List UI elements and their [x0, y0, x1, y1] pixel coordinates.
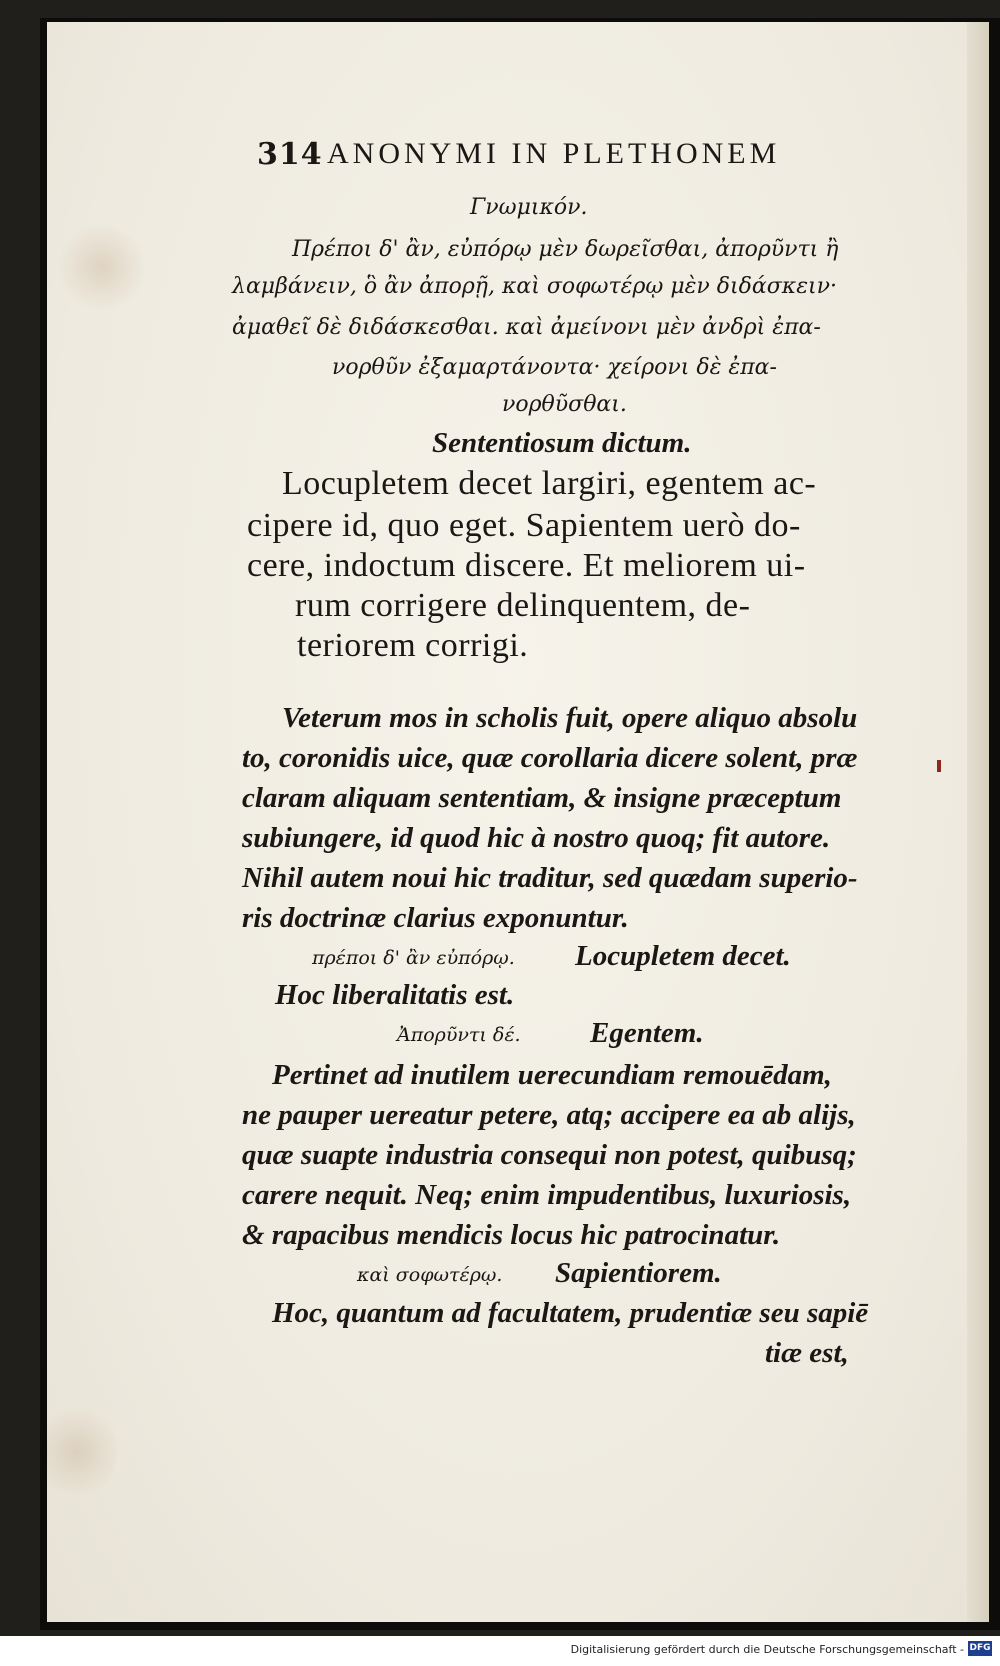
commentary-line: Hoc, quantum ad facultatem, prudentiæ seu sapiē: [272, 1297, 869, 1329]
latin-line: Locupletem decet largiri, egentem ac-: [282, 465, 817, 502]
commentary-line: ne pauper uereatur petere, atq; accipere ea ab alijs,: [242, 1099, 856, 1131]
margin-mark: [937, 760, 941, 772]
page-stain: [47, 1402, 117, 1502]
greek-line: λαμβάνειν, ὃ ἂν ἀπορῇ, καὶ σοφωτέρῳ μὲν διδάσκειν·: [232, 274, 837, 299]
page-number: 314: [257, 137, 323, 172]
greek-line: ἀμαθεῖ δὲ διδάσκεσθαι. καὶ ἀμείνονι μὲν ἀνδρὶ ἐπα-: [232, 315, 821, 340]
commentary-line: claram aliquam sententiam, & insigne præceptum: [242, 782, 842, 814]
latin-line: rum corrigere delinquentem, de-: [295, 587, 751, 624]
commentary-line: subiungere, id quod hic à nostro quoq; fit autore.: [242, 822, 831, 854]
greek-line: νορθῦσθαι.: [502, 392, 627, 417]
funding-credit: Digitalisierung gefördert durch die Deutsche Forschungsgemeinschaft -: [570, 1643, 964, 1656]
latin-line: cipere id, quo eget. Sapientem uerò do-: [247, 507, 801, 544]
latin-line: cere, indoctum discere. Et meliorem ui-: [247, 547, 806, 584]
commentary-line: carere nequit. Neq; enim impudentibus, luxuriosis,: [242, 1179, 852, 1211]
lemma-latin: Locupletem decet.: [575, 940, 791, 972]
commentary-line: Pertinet ad inutilem uerecundiam remouēdam,: [272, 1059, 832, 1091]
greek-heading: Γνωμικόν.: [470, 195, 588, 220]
latin-heading: Sententiosum dictum.: [432, 427, 692, 459]
page-stain: [57, 222, 147, 312]
commentary-line: quæ suapte industria consequi non potest, quibusq;: [242, 1139, 857, 1171]
lemma-greek: καὶ σοφωτέρῳ.: [357, 1264, 503, 1286]
commentary-line: Veterum mos in scholis fuit, opere aliquo absolu: [282, 702, 858, 734]
commentary-line: Nihil autem noui hic traditur, sed quædam superio-: [242, 862, 858, 894]
commentary-line: to, coronidis uice, quæ corollaria dicere solent, præ: [242, 742, 858, 774]
commentary-line: tiæ est,: [765, 1337, 849, 1369]
running-title: ANONYMI IN PLETHONEM: [327, 137, 781, 170]
commentary-line: & rapacibus mendicis locus hic patrocinatur.: [242, 1219, 781, 1251]
page-edge: [967, 22, 989, 1622]
lemma-greek: πρέποι δ' ἂν εὐπόρῳ.: [312, 947, 515, 969]
dfg-logo: DFG: [968, 1641, 992, 1656]
greek-line: νορθῦν ἐξαμαρτάνοντα· χείρονι δὲ ἐπα-: [332, 355, 777, 380]
lemma-latin: Egentem.: [590, 1017, 704, 1049]
commentary-line: Hoc liberalitatis est.: [275, 979, 515, 1011]
book-page: [47, 22, 989, 1622]
lemma-greek: Ἀπορῦντι δέ.: [397, 1024, 521, 1046]
commentary-line: ris doctrinæ clarius exponuntur.: [242, 902, 629, 934]
lemma-latin: Sapientiorem.: [555, 1257, 722, 1289]
latin-line: teriorem corrigi.: [297, 627, 529, 664]
greek-line: Πρέποι δ' ἂν, εὐπόρῳ μὲν δωρεῖσθαι, ἀπορῦντι ἢ: [292, 237, 839, 262]
